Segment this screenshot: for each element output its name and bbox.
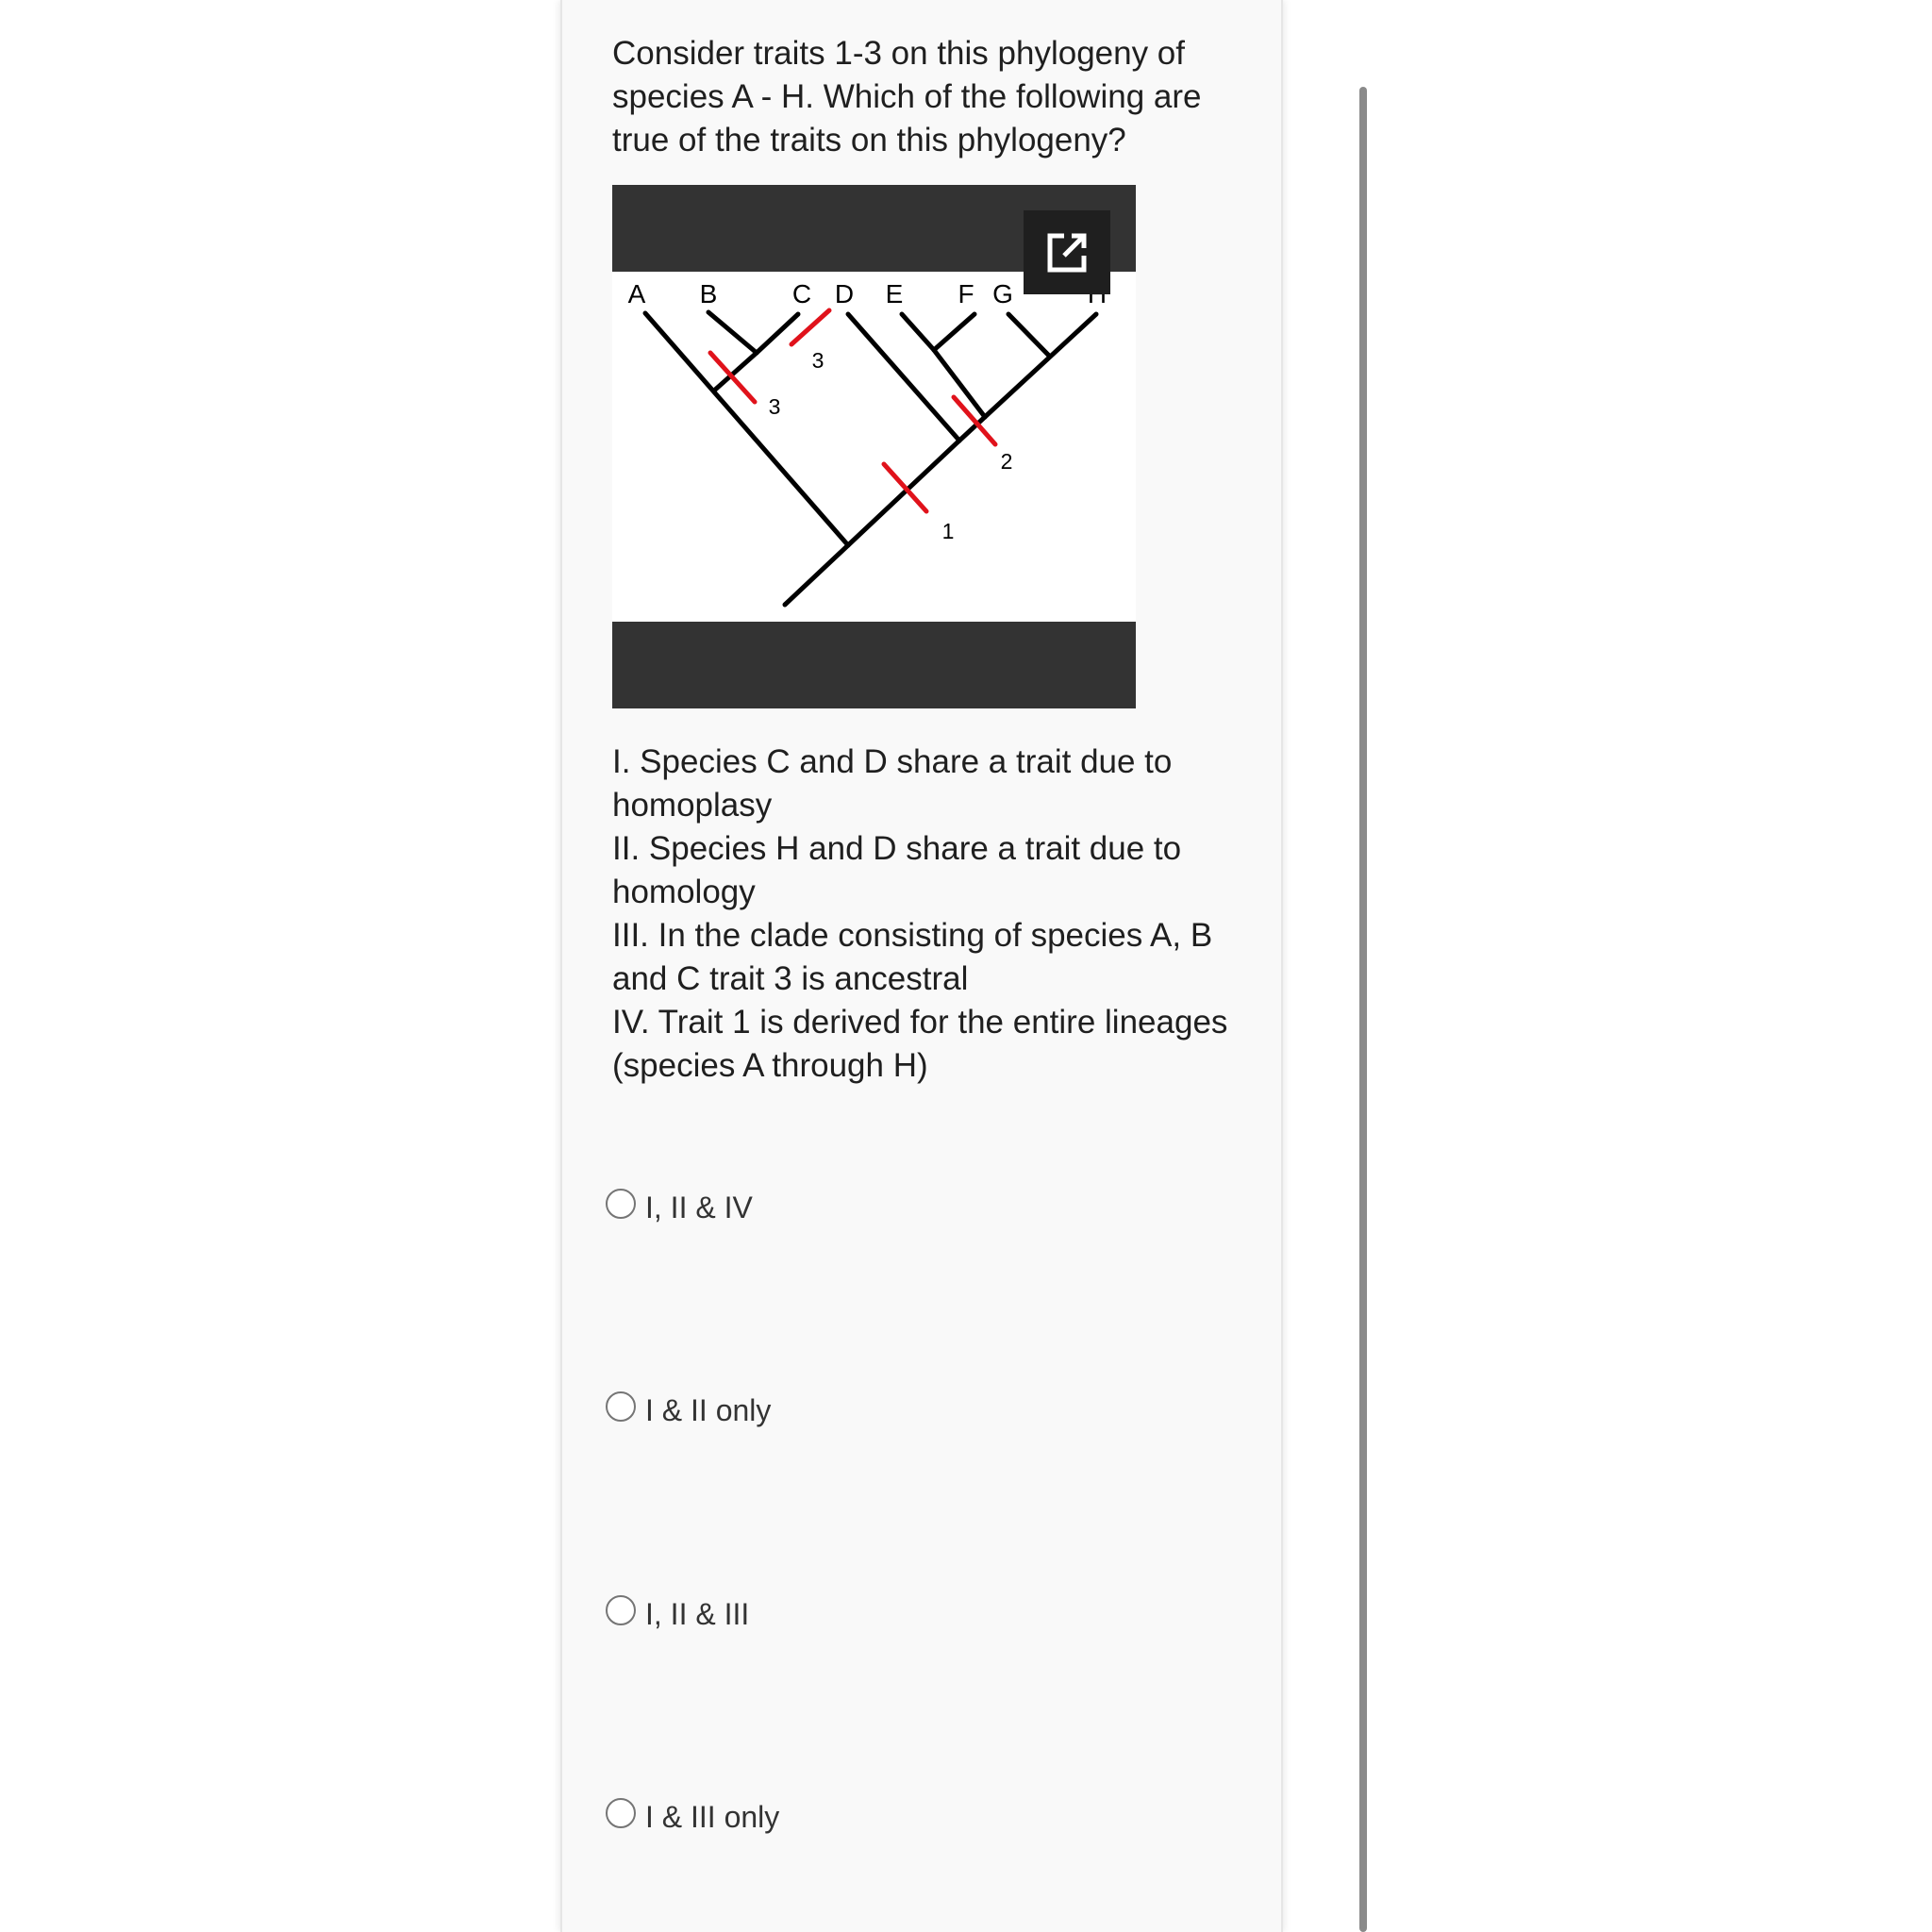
radio-button[interactable]: [606, 1391, 636, 1422]
branch-to-e: [902, 314, 934, 350]
tip-label-e: E: [885, 279, 904, 308]
statements-list: [612, 741, 1273, 1088]
option-label: I & III only: [645, 1800, 780, 1834]
tip-label-c: C: [791, 279, 812, 308]
quiz-panel: [560, 0, 1283, 1932]
tip-label-g: G: [992, 279, 1013, 308]
branch-to-c: [757, 314, 798, 353]
branch-root: [785, 545, 848, 605]
trait-label-3-bc: 3: [768, 394, 781, 419]
tip-label-d: D: [834, 279, 855, 308]
branch-to-g: [1008, 314, 1049, 356]
trait-number-labels: [769, 348, 1013, 543]
branch-bc-stem: [714, 353, 757, 391]
trait-label-3-d: 3: [811, 348, 824, 373]
statement-iv: IV. Trait 1 is derived for the entire lineages (species A through H): [612, 1004, 1228, 1084]
statement-i: I. Species C and D share a trait due to homoplasy: [612, 743, 1173, 824]
scrollbar-thumb[interactable]: [1359, 87, 1367, 1932]
answer-option-4[interactable]: [606, 1798, 779, 1836]
statement-iii: III. In the clade consisting of species A, B and C trait 3 is ancestral: [612, 917, 1213, 997]
open-in-new-button[interactable]: [1024, 210, 1110, 294]
question-text: Consider traits 1-3 on this phylogeny of species A - H. Which of the following are true of the traits on this phylogeny?: [612, 35, 1202, 158]
answer-option-2[interactable]: [606, 1391, 771, 1429]
radio-button[interactable]: [606, 1189, 636, 1219]
open-in-new-icon: [1045, 231, 1089, 275]
option-label: I, II & III: [645, 1597, 750, 1631]
trait-label-2: 2: [1000, 449, 1013, 474]
option-label: I, II & IV: [645, 1191, 753, 1224]
option-label: I & II only: [645, 1393, 772, 1427]
branch-efg-hub-to-h: [985, 314, 1096, 417]
tip-label-b: B: [699, 279, 718, 308]
answer-option-3[interactable]: [606, 1595, 749, 1633]
answer-option-1[interactable]: [606, 1189, 753, 1226]
statement-ii: II. Species H and D share a trait due to homology: [612, 830, 1182, 910]
radio-button[interactable]: [606, 1798, 636, 1828]
branch-to-f: [934, 314, 974, 350]
tip-label-f: F: [958, 279, 974, 308]
branch-to-b: [708, 312, 757, 353]
branch-to-d: [848, 314, 959, 441]
trait-marks: [710, 310, 995, 511]
radio-button[interactable]: [606, 1595, 636, 1625]
trait-label-1: 1: [941, 519, 955, 543]
tip-label-a: A: [627, 279, 646, 308]
phylogeny-figure: [612, 185, 1136, 708]
